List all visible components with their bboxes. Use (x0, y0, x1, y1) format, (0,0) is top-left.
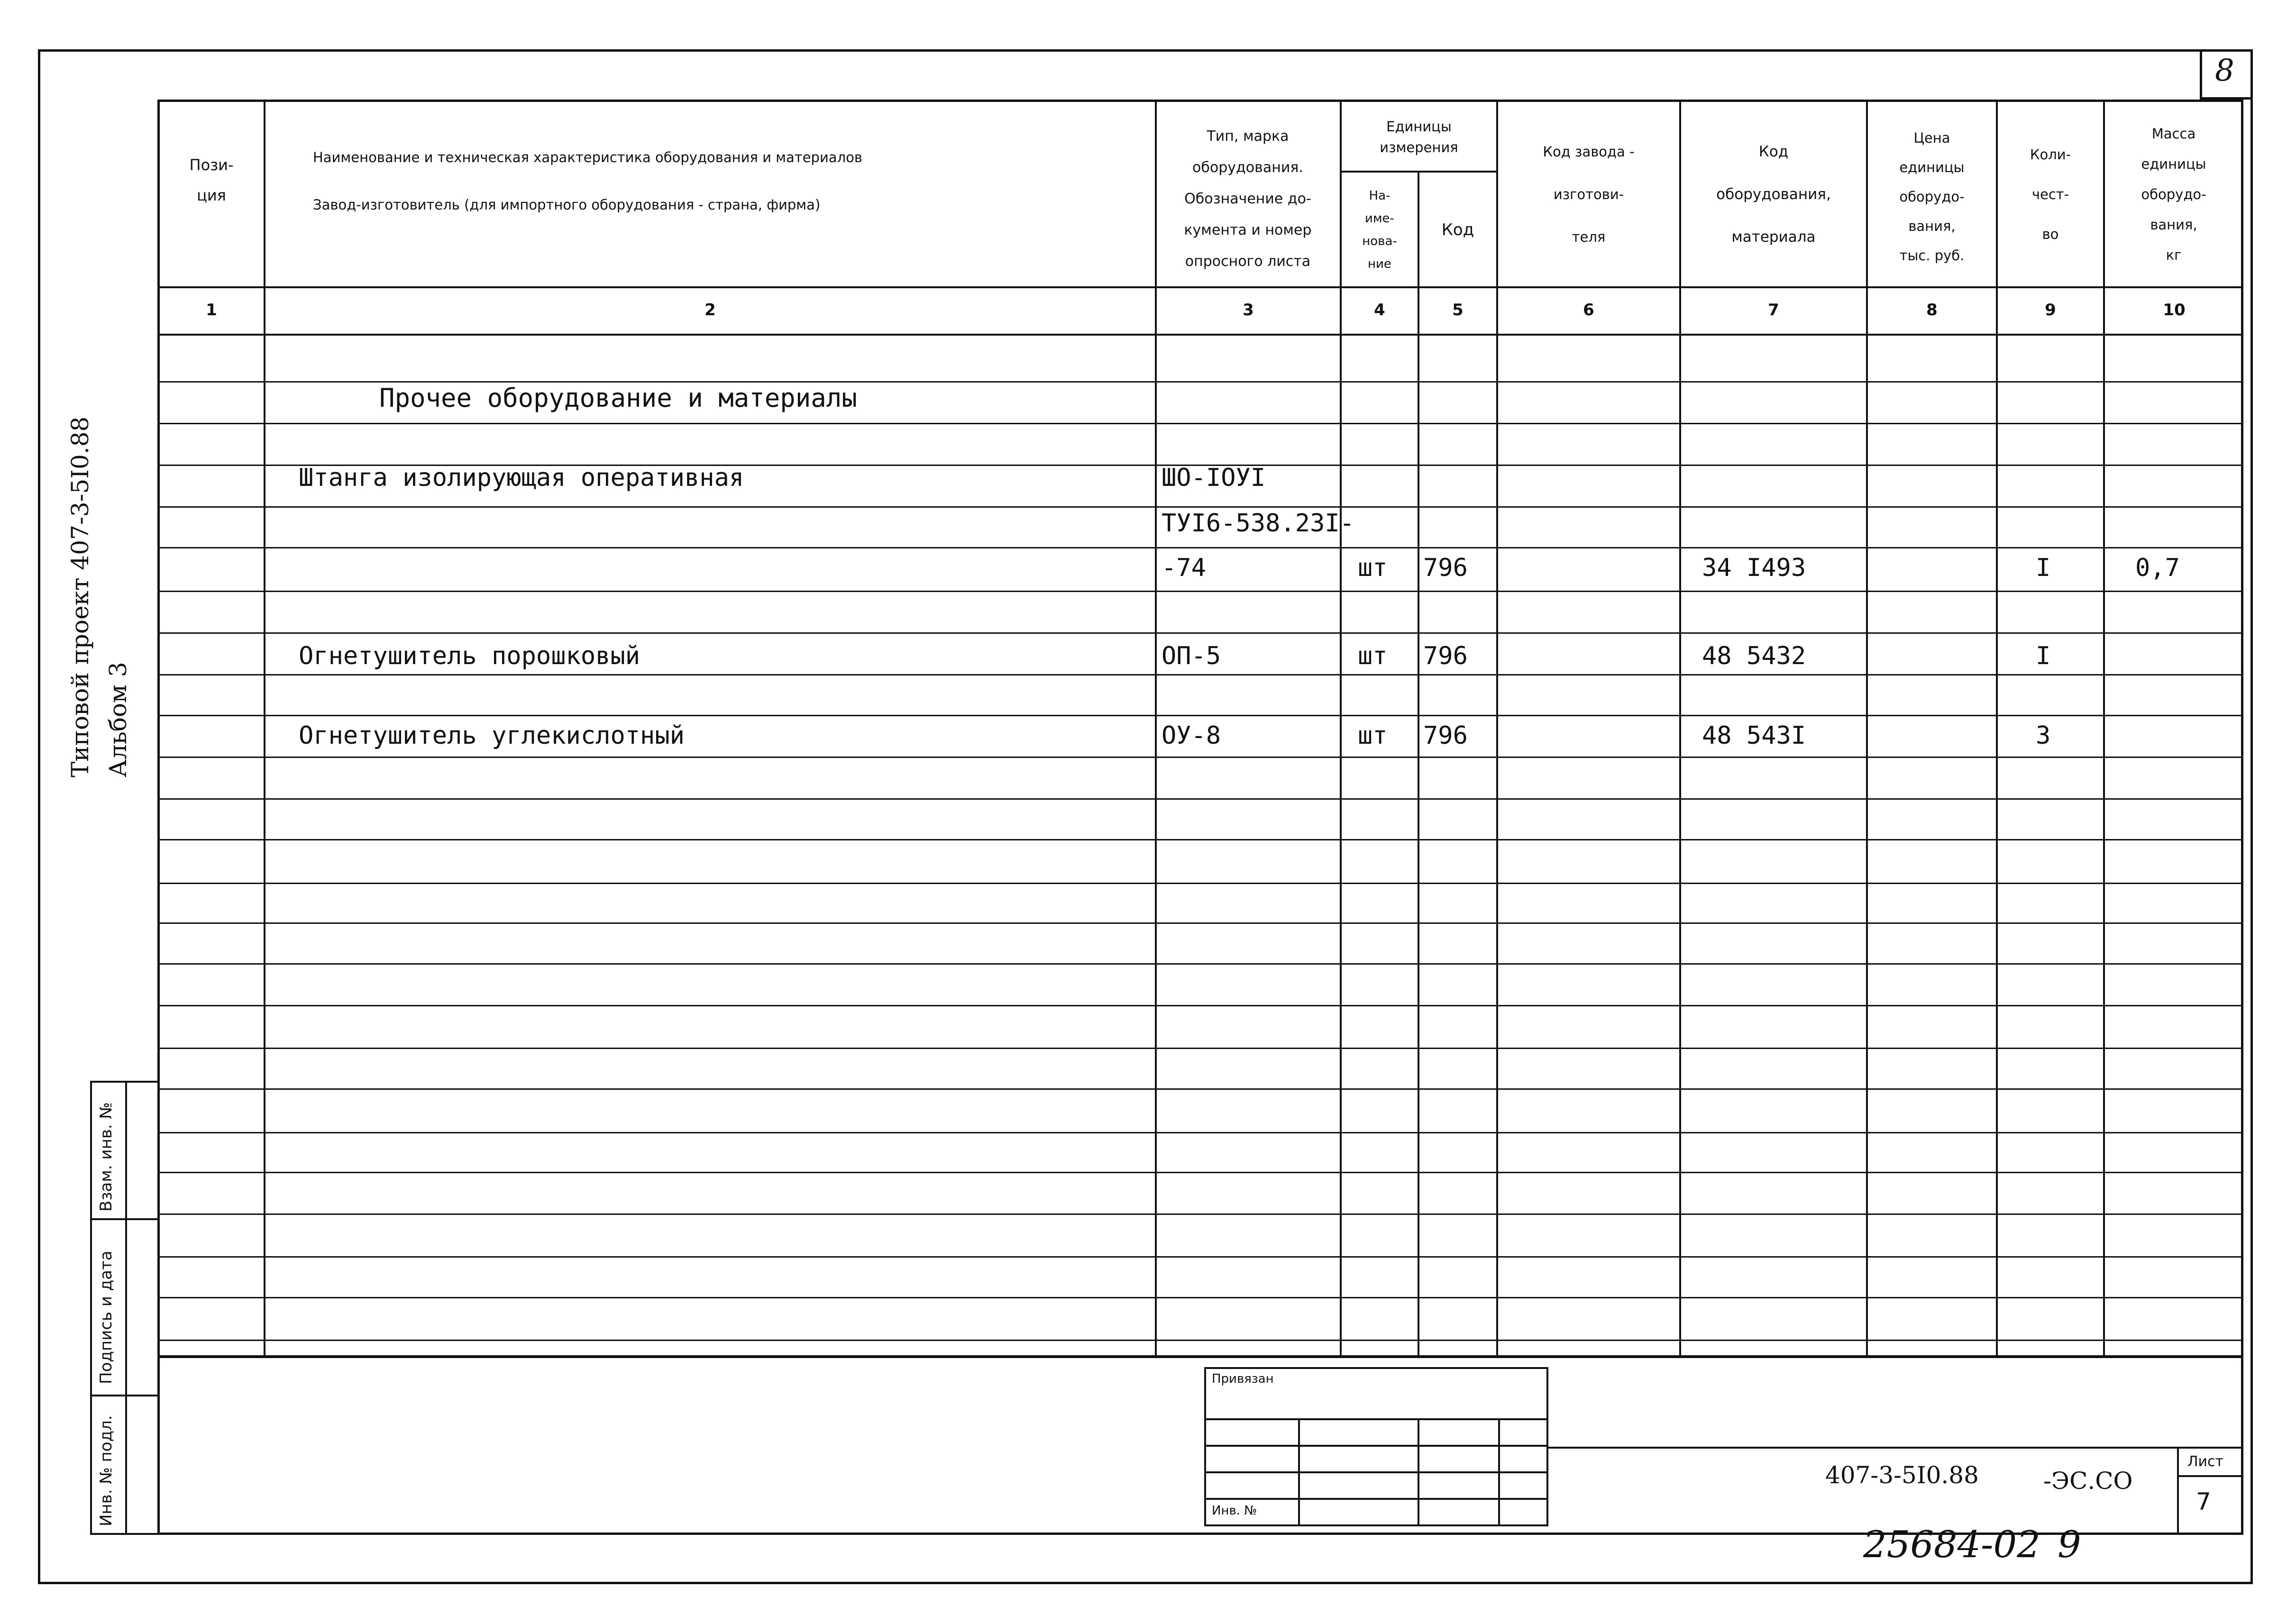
sheet-label: Лист (2187, 1453, 2224, 1470)
item-unit-code: 796 (1423, 554, 1468, 582)
col-line (1418, 171, 1419, 1358)
row-line (157, 757, 2243, 758)
row-line (157, 922, 2243, 924)
row-line (157, 1297, 2243, 1298)
col-number-5: 5 (1452, 301, 1464, 319)
header-unit-code: Код (1441, 220, 1474, 239)
row-line (157, 839, 2243, 840)
stamp-signature-date: Подпись и дата (97, 1250, 116, 1384)
item-name: Огнетушитель углекислотный (299, 721, 685, 750)
col-number-1: 1 (206, 301, 217, 319)
header-unit-price: Цена единицы оборудо- вания, тыс. руб. (1899, 130, 1965, 264)
header-name-line2: Завод-изготовитель (для импортного оборудования - страна, фирма) (313, 197, 821, 213)
header-name-line1: Наименование и техническая характеристика оборудования и материалов (313, 149, 862, 165)
item-equipment-code: 48 543I (1702, 721, 1806, 750)
archive-page: 9 (2058, 1524, 2081, 1566)
item-type: ШО-IОУI (1162, 464, 1266, 492)
numbers-bottom-line (157, 334, 2243, 336)
col-number-7: 7 (1768, 301, 1779, 319)
item-type: ТУI6-538.23I- (1162, 509, 1354, 538)
col-number-3: 3 (1243, 301, 1254, 319)
row-line (157, 1088, 2243, 1090)
sheet-box-line (2177, 1475, 2243, 1477)
binding-line (1298, 1418, 1300, 1526)
archive-number: 25684-02 (1863, 1524, 2040, 1566)
item-name: Огнетушитель порошковый (299, 642, 640, 670)
item-equipment-code: 34 I493 (1702, 554, 1806, 582)
item-unit: шт (1358, 721, 1388, 750)
header-equipment-code: Код оборудования, материала (1716, 143, 1831, 246)
header-position: Пози- ция (189, 156, 234, 204)
header-quantity: Коли- чест- во (2030, 146, 2071, 242)
row-line (157, 798, 2243, 800)
item-quantity: I (2036, 554, 2051, 582)
item-type: ОУ-8 (1162, 721, 1221, 750)
row-line (157, 423, 2243, 424)
col-number-4: 4 (1374, 301, 1385, 319)
item-quantity: I (2036, 642, 2051, 670)
inventory-label: Инв. № (1212, 1504, 1257, 1518)
header-units-group: Единицы измерения (1380, 119, 1458, 155)
item-unit-code: 796 (1423, 642, 1468, 670)
binding-line (1204, 1471, 1548, 1473)
row-line (157, 591, 2243, 592)
stamp-line (125, 1081, 127, 1535)
stamp-line (90, 1395, 159, 1396)
side-project-title: Типовой проект 407-3-5I0.88 (66, 416, 94, 777)
binding-block (1204, 1367, 1548, 1526)
item-quantity: 3 (2036, 721, 2051, 750)
col-number-2: 2 (704, 301, 716, 319)
row-line (157, 715, 2243, 716)
col-number-8: 8 (1926, 301, 1938, 319)
stamp-line (90, 1218, 159, 1220)
item-equipment-code: 48 5432 (1702, 642, 1806, 670)
col-number-10: 10 (2163, 301, 2186, 319)
stamp-vzam-inv: Взам. инв. № (97, 1102, 116, 1212)
row-line (157, 1340, 2243, 1341)
binding-line (1204, 1498, 1548, 1500)
item-type: -74 (1162, 554, 1206, 582)
row-line (157, 1132, 2243, 1133)
sheet-box-line (2177, 1447, 2179, 1535)
binding-line (1204, 1445, 1548, 1447)
item-name: Штанга изолирующая оперативная (299, 464, 744, 492)
sheet-number: 7 (2196, 1488, 2211, 1515)
binding-label: Привязан (1212, 1372, 1274, 1386)
header-factory-code: Код завода - изготови- теля (1543, 144, 1635, 245)
row-line (157, 1048, 2243, 1049)
item-mass: 0,7 (2135, 554, 2180, 582)
col-number-9: 9 (2045, 301, 2056, 319)
row-line (157, 963, 2243, 965)
title-block (157, 1356, 2243, 1535)
header-sub-line (1340, 171, 1496, 173)
binding-line (1418, 1418, 1419, 1526)
row-line (157, 1256, 2243, 1258)
binding-line (1204, 1418, 1548, 1420)
code-line (1548, 1447, 2243, 1449)
item-type: ОП-5 (1162, 642, 1221, 670)
stamp-inv-podl: Инв. № подл. (97, 1415, 116, 1526)
side-album: Альбом 3 (104, 662, 132, 777)
item-unit-code: 796 (1423, 721, 1468, 750)
row-line (157, 883, 2243, 884)
item-unit: шт (1358, 642, 1388, 670)
corner-mark: 8 (2215, 53, 2234, 88)
row-line (157, 632, 2243, 634)
header-type: Тип, марка оборудования. Обозначение до- кумента и номер опросного листа (1184, 128, 1312, 270)
document-code: 407-3-5I0.88 (1825, 1461, 1979, 1489)
binding-line (1498, 1418, 1500, 1526)
row-line (157, 1005, 2243, 1006)
header-unit-mass: Масса единицы оборудо- вания, кг (2141, 126, 2206, 263)
item-unit: шт (1358, 554, 1388, 582)
header-unit-name: На- име- нова- ние (1362, 189, 1397, 271)
row-line (157, 547, 2243, 548)
section-title: Прочее оборудование и материалы (379, 383, 857, 413)
row-line (157, 1172, 2243, 1173)
col-number-6: 6 (1583, 301, 1594, 319)
document-suffix: -ЭС.СО (2043, 1467, 2133, 1495)
row-line (157, 1213, 2243, 1215)
